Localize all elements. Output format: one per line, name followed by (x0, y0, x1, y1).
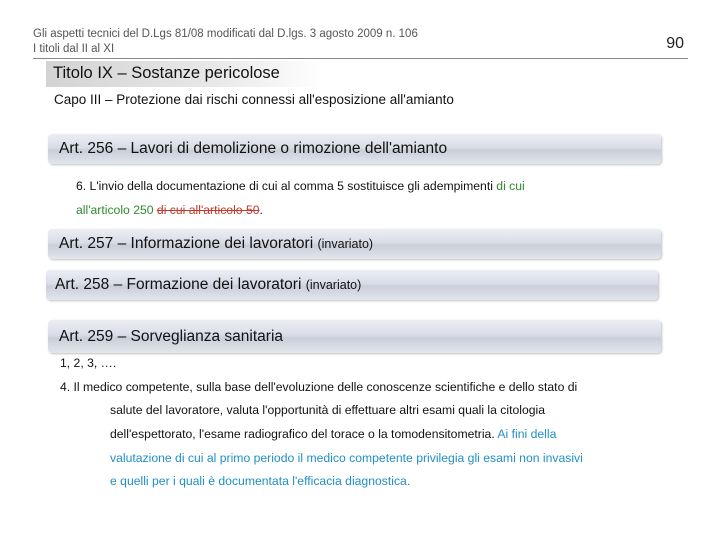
title-bar (46, 61, 324, 87)
article-258-heading: Art. 258 – Formazione dei lavoratori (55, 276, 302, 293)
article-257-band (48, 229, 661, 259)
header-line-1: Gli aspetti tecnici del D.Lgs 81/08 modificati dal D.lgs. 3 agosto 2009 n. 106 (33, 28, 418, 40)
article-258-heading-wrap (55, 276, 361, 294)
art259-p4-line-2: salute del lavoratore, valuta l'opportunità di effettuare altri esami quali la citologia (110, 403, 546, 417)
page-title: Titolo IX – Sostanze pericolose (53, 64, 280, 82)
art256-p6-added-text: di cui (492, 179, 525, 193)
article-259-heading: Art. 259 – Sorveglianza sanitaria (59, 328, 284, 345)
art259-list-start: 1, 2, 3, …. (60, 356, 117, 370)
art256-p6-added-reference: all'articolo 250 (76, 203, 154, 217)
art259-p4-text: dell'espettorato, l'esame radiografico del torace o la tomodensitometria. (110, 427, 495, 441)
article-258-band (46, 270, 658, 300)
art256-p6-period: . (259, 203, 263, 217)
article-257-heading-wrap (59, 235, 373, 253)
page-number: 90 (666, 35, 684, 52)
art259-p4-line-3 (110, 427, 556, 441)
article-259-band (48, 320, 661, 353)
art256-paragraph-6-line-1 (76, 179, 525, 193)
art259-p4-line-5: e quelli per i quali è documentata l'efficacia diagnostica. (110, 474, 411, 488)
art256-p6-deleted-reference: di cui all'articolo 50 (156, 203, 260, 217)
chapter-heading: Capo III – Protezione dai rischi connessi all'esposizione all'amianto (54, 92, 454, 107)
article-257-status: (invariato) (317, 237, 374, 251)
document-header (33, 27, 418, 57)
header-line-2: I titoli dal II al XI (33, 43, 115, 55)
article-256-band (48, 134, 661, 164)
art259-p4-added-text-1: Ai fini della (494, 427, 557, 441)
article-256-heading: Art. 256 – Lavori di demolizione o rimozione dell'amianto (59, 140, 448, 157)
article-258-status: (invariato) (305, 278, 362, 292)
article-257-heading: Art. 257 – Informazione dei lavoratori (59, 235, 314, 252)
art256-p6-text: 6. L'invio della documentazione di cui al comma 5 sostituisce gli adempimenti (76, 179, 493, 193)
art256-paragraph-6-line-2 (76, 203, 263, 217)
header-divider (33, 58, 688, 59)
art259-p4-line-1: 4. Il medico competente, sulla base dell'evoluzione delle conoscenze scientifiche e dello stato di (60, 380, 578, 394)
art259-p4-line-4: valutazione di cui al primo periodo il medico competente privilegia gli esami non invasivi (110, 451, 583, 465)
